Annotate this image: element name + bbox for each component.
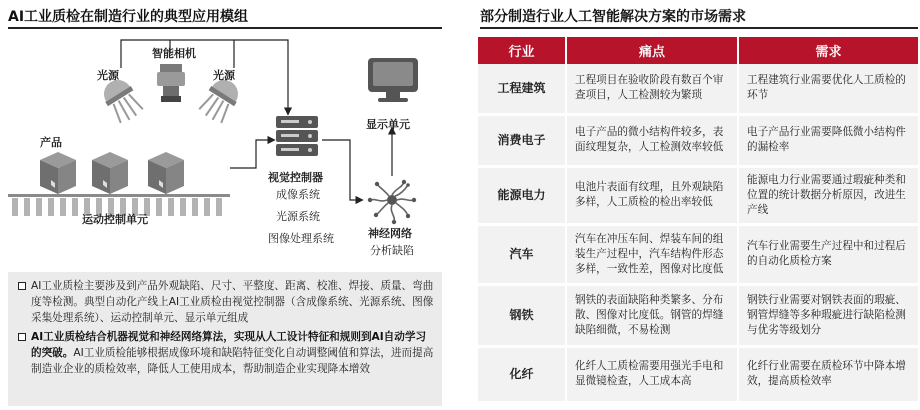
table-row xyxy=(478,346,918,402)
table-header-row xyxy=(478,37,918,64)
table-row xyxy=(478,224,918,284)
need-cell: 汽车行业需要生产过程中和过程后的自动化质检方案 xyxy=(738,224,918,284)
light-right-label: 光源 xyxy=(213,69,235,82)
vision-controller-label: 视觉控制器 xyxy=(268,171,323,184)
display-unit-label: 显示单元 xyxy=(366,118,410,131)
server-icon xyxy=(276,116,318,156)
industry-cell: 钢铁 xyxy=(478,284,566,346)
need-cell: 工程建筑行业需要优化人工质检的环节 xyxy=(738,64,918,114)
network-link xyxy=(322,140,362,200)
product-box-icon xyxy=(148,152,184,194)
motion-control-label: 运动控制单元 xyxy=(82,213,148,226)
pain-cell: 电池片表面有纹理，且外观缺陷多样，人工质检的检出率较低 xyxy=(566,166,738,224)
industry-cell: 能源电力 xyxy=(478,166,566,224)
bullet-1-text: AI工业质检主要涉及到产品外观缺陷、尺寸、平整度、距离、校准、焊接、质量、弯曲度等检测。典型自动化产线上AI工业质检由视觉控制器（含成像系统、光源系统、图像采集处理系统）、运动控制单元、显示单元组成 xyxy=(31,280,434,324)
right-title-rule xyxy=(480,27,918,29)
neural-network-label: 神经网络 xyxy=(368,227,412,240)
right-title: 部分制造行业人工智能解决方案的市场需求 xyxy=(480,9,746,25)
defect-analysis-label: 分析缺陷 xyxy=(370,244,414,257)
need-cell: 能源电力行业需要通过瑕疵种类和位置的统计数据分析原因，改进生产线 xyxy=(738,166,918,224)
summary-notes xyxy=(8,272,442,406)
summary-bullet-2 xyxy=(18,329,434,377)
motion-link xyxy=(230,140,274,168)
header-pain-point: 痛点 xyxy=(566,37,738,64)
camera-label: 智能相机 xyxy=(152,47,196,60)
need-cell: 钢铁行业需要对钢铁表面的瑕疵、钢管焊缝等多种瑕疵进行缺陷检测与优劣等级划分 xyxy=(738,284,918,346)
bullet-square-icon xyxy=(18,333,26,341)
left-title: AI工业质检在制造行业的典型应用模组 xyxy=(8,9,249,25)
inspection-module-diagram xyxy=(6,28,440,268)
subsystem-image-processing: 图像处理系统 xyxy=(268,232,334,245)
monitor-icon xyxy=(368,58,418,102)
product-box-icon xyxy=(92,152,128,194)
subsystem-light: 光源系统 xyxy=(276,210,320,223)
header-industry: 行业 xyxy=(478,37,566,64)
product-label: 产品 xyxy=(40,136,62,149)
product-box-icon xyxy=(40,152,76,194)
need-cell: 化纤行业需要在质检环节中降本增效，提高质检效率 xyxy=(738,346,918,402)
industry-cell: 化纤 xyxy=(478,346,566,402)
header-demand: 需求 xyxy=(738,37,918,64)
neural-network-icon xyxy=(368,180,416,224)
bullet-2-text: AI工业质检能够根据成像环境和缺陷特征变化自动调整阈值和算法，进而提高制造业企业的质检效率，降低人工使用成本，帮助制造企业实现降本增效 xyxy=(31,347,434,375)
industry-cell: 消费电子 xyxy=(478,114,566,166)
subsystem-imaging: 成像系统 xyxy=(276,188,320,201)
pain-cell: 钢铁的表面缺陷种类繁多、分布散、图像对比度低。钢管的焊缝缺陷细微，不易检测 xyxy=(566,284,738,346)
table-row xyxy=(478,166,918,224)
market-demand-table xyxy=(478,37,918,404)
table-row xyxy=(478,284,918,346)
table-row xyxy=(478,64,918,114)
industry-cell: 汽车 xyxy=(478,224,566,284)
bullet-square-icon xyxy=(18,282,26,290)
need-cell: 电子产品行业需要降低微小结构件的漏检率 xyxy=(738,114,918,166)
bullet-2-bold: AI工业质检结合机器视觉和神经网络算法，实现从人工设计特征和规则到AI自动学习的突破。 xyxy=(31,331,427,359)
pain-cell: 化纤人工质检需要用强光手电和显微镜检查，人工成本高 xyxy=(566,346,738,402)
table-row xyxy=(478,114,918,166)
light-left-label: 光源 xyxy=(97,69,119,82)
industry-cell: 工程建筑 xyxy=(478,64,566,114)
smart-camera-icon xyxy=(157,64,185,102)
pain-cell: 汽车在冲压车间、焊装车间的组装生产过程中，汽车结构件形态多样，一致性差，图像对比度低 xyxy=(566,224,738,284)
pain-cell: 工程项目在验收阶段有数百个审查项目，人工检测较为繁琐 xyxy=(566,64,738,114)
summary-bullet-1 xyxy=(18,278,434,326)
pain-cell: 电子产品的微小结构件较多，表面纹理复杂，人工检测效率较低 xyxy=(566,114,738,166)
product-boxes xyxy=(40,152,184,194)
